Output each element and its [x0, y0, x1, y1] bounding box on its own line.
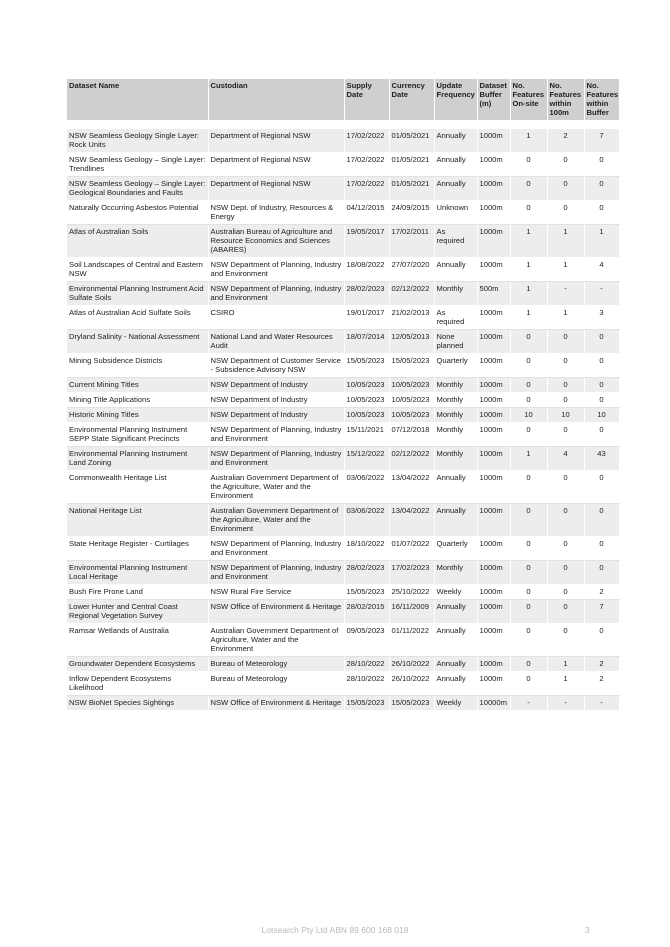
cell-features-onsite: -	[510, 696, 547, 711]
cell-features-onsite: 0	[510, 600, 547, 624]
cell-features-buffer: 4	[584, 258, 619, 282]
cell-custodian: Department of Regional NSW	[208, 177, 344, 201]
cell-currency-date: 12/05/2013	[389, 330, 434, 354]
cell-dataset-buffer: 1000m	[477, 378, 510, 393]
cell-features-onsite: 0	[510, 561, 547, 585]
cell-features-buffer: 3	[584, 306, 619, 330]
cell-currency-date: 13/04/2022	[389, 504, 434, 537]
cell-dataset-buffer: 1000m	[477, 672, 510, 696]
cell-currency-date: 01/05/2021	[389, 177, 434, 201]
cell-features-100m: -	[547, 696, 584, 711]
cell-custodian: NSW Department of Planning, Industry and Environment	[208, 447, 344, 471]
table-row	[67, 129, 619, 153]
cell-features-buffer: 7	[584, 600, 619, 624]
cell-custodian: CSIRO	[208, 306, 344, 330]
header-dataset-buffer: Dataset Buffer (m)	[477, 79, 510, 120]
cell-dataset-buffer: 1000m	[477, 225, 510, 258]
cell-features-onsite: 0	[510, 537, 547, 561]
cell-update-frequency: Annually	[434, 177, 477, 201]
cell-currency-date: 27/07/2020	[389, 258, 434, 282]
cell-dataset-name: Environmental Planning Instrument Local Heritage	[67, 561, 208, 585]
cell-features-100m: 1	[547, 672, 584, 696]
cell-custodian: NSW Department of Customer Service - Subsidence Advisory NSW	[208, 354, 344, 378]
cell-dataset-buffer: 1000m	[477, 408, 510, 423]
cell-dataset-name: NSW Seamless Geology – Single Layer: Geological Boundaries and Faults	[67, 177, 208, 201]
cell-features-onsite: 0	[510, 423, 547, 447]
cell-supply-date: 28/10/2022	[344, 672, 389, 696]
cell-currency-date: 26/10/2022	[389, 672, 434, 696]
cell-features-buffer: 0	[584, 201, 619, 225]
cell-dataset-buffer: 1000m	[477, 201, 510, 225]
cell-features-buffer: 2	[584, 657, 619, 672]
cell-features-buffer: -	[584, 696, 619, 711]
cell-custodian: NSW Department of Industry	[208, 408, 344, 423]
cell-custodian: NSW Office of Environment & Heritage	[208, 600, 344, 624]
cell-custodian: Australian Government Department of the Agriculture, Water and the Environment	[208, 471, 344, 504]
cell-dataset-buffer: 1000m	[477, 153, 510, 177]
cell-dataset-buffer: 1000m	[477, 177, 510, 201]
cell-update-frequency: Monthly	[434, 423, 477, 447]
cell-features-buffer: 0	[584, 153, 619, 177]
table-header-row	[67, 79, 619, 120]
cell-dataset-buffer: 1000m	[477, 393, 510, 408]
cell-dataset-buffer: 1000m	[477, 537, 510, 561]
cell-features-buffer: 0	[584, 504, 619, 537]
cell-dataset-name: NSW BioNet Species Sightings	[67, 696, 208, 711]
cell-supply-date: 15/05/2023	[344, 696, 389, 711]
header-custodian: Custodian	[208, 79, 344, 120]
cell-update-frequency: Annually	[434, 471, 477, 504]
header-update-frequency: Update Frequency	[434, 79, 477, 120]
cell-dataset-name: Naturally Occurring Asbestos Potential	[67, 201, 208, 225]
cell-dataset-buffer: 1000m	[477, 447, 510, 471]
cell-supply-date: 18/10/2022	[344, 537, 389, 561]
cell-dataset-name: Dryland Salinity - National Assessment	[67, 330, 208, 354]
table-row	[67, 696, 619, 711]
cell-features-buffer: 0	[584, 330, 619, 354]
cell-currency-date: 21/02/2013	[389, 306, 434, 330]
cell-dataset-buffer: 500m	[477, 282, 510, 306]
cell-dataset-name: Bush Fire Prone Land	[67, 585, 208, 600]
footer-company: Lotsearch Pty Ltd ABN 89 600 168 018	[261, 925, 409, 935]
cell-features-buffer: 2	[584, 672, 619, 696]
cell-features-buffer: 1	[584, 225, 619, 258]
header-spacer	[67, 120, 619, 129]
cell-custodian: NSW Department of Planning, Industry and Environment	[208, 282, 344, 306]
cell-features-buffer: 7	[584, 129, 619, 153]
cell-features-100m: 0	[547, 423, 584, 447]
cell-features-onsite: 0	[510, 624, 547, 657]
cell-features-100m: 0	[547, 504, 584, 537]
cell-update-frequency: Monthly	[434, 408, 477, 423]
cell-features-100m: 0	[547, 471, 584, 504]
cell-custodian: National Land and Water Resources Audit	[208, 330, 344, 354]
cell-dataset-name: National Heritage List	[67, 504, 208, 537]
cell-features-onsite: 0	[510, 471, 547, 504]
cell-dataset-buffer: 1000m	[477, 657, 510, 672]
cell-currency-date: 07/12/2018	[389, 423, 434, 447]
cell-update-frequency: Unknown	[434, 201, 477, 225]
cell-supply-date: 10/05/2023	[344, 393, 389, 408]
cell-custodian: NSW Department of Planning, Industry and Environment	[208, 537, 344, 561]
header-features-buffer: No. Features within Buffer	[584, 79, 619, 120]
cell-update-frequency: Weekly	[434, 696, 477, 711]
cell-features-buffer: -	[584, 282, 619, 306]
cell-supply-date: 17/02/2022	[344, 177, 389, 201]
table-body	[67, 129, 619, 711]
header-currency-date: Currency Date	[389, 79, 434, 120]
table-row	[67, 504, 619, 537]
cell-update-frequency: Monthly	[434, 282, 477, 306]
cell-dataset-buffer: 1000m	[477, 504, 510, 537]
cell-features-100m: 0	[547, 537, 584, 561]
cell-custodian: NSW Dept. of Industry, Resources & Energy	[208, 201, 344, 225]
cell-supply-date: 10/05/2023	[344, 408, 389, 423]
cell-features-onsite: 1	[510, 225, 547, 258]
cell-dataset-buffer: 1000m	[477, 306, 510, 330]
cell-update-frequency: As required	[434, 306, 477, 330]
cell-dataset-buffer: 1000m	[477, 354, 510, 378]
cell-features-onsite: 1	[510, 129, 547, 153]
cell-dataset-name: Current Mining Titles	[67, 378, 208, 393]
cell-dataset-buffer: 1000m	[477, 330, 510, 354]
cell-features-onsite: 1	[510, 282, 547, 306]
cell-dataset-name: Commonwealth Heritage List	[67, 471, 208, 504]
cell-features-onsite: 0	[510, 672, 547, 696]
cell-update-frequency: Annually	[434, 153, 477, 177]
cell-features-100m: -	[547, 282, 584, 306]
cell-features-buffer: 2	[584, 585, 619, 600]
cell-dataset-name: NSW Seamless Geology – Single Layer: Trendlines	[67, 153, 208, 177]
header-features-onsite: No. Features On-site	[510, 79, 547, 120]
table-row	[67, 561, 619, 585]
cell-supply-date: 28/02/2023	[344, 282, 389, 306]
cell-update-frequency: As required	[434, 225, 477, 258]
cell-supply-date: 28/02/2015	[344, 600, 389, 624]
cell-currency-date: 26/10/2022	[389, 657, 434, 672]
cell-dataset-name: Atlas of Australian Soils	[67, 225, 208, 258]
cell-update-frequency: Monthly	[434, 561, 477, 585]
header-supply-date: Supply Date	[344, 79, 389, 120]
cell-features-buffer: 0	[584, 378, 619, 393]
cell-update-frequency: Annually	[434, 672, 477, 696]
cell-dataset-name: Soil Landscapes of Central and Eastern NSW	[67, 258, 208, 282]
cell-custodian: NSW Department of Industry	[208, 378, 344, 393]
cell-dataset-buffer: 1000m	[477, 471, 510, 504]
cell-supply-date: 17/02/2022	[344, 129, 389, 153]
cell-supply-date: 17/02/2022	[344, 153, 389, 177]
cell-dataset-name: Environmental Planning Instrument Land Zoning	[67, 447, 208, 471]
cell-supply-date: 15/05/2023	[344, 585, 389, 600]
cell-dataset-buffer: 1000m	[477, 129, 510, 153]
cell-custodian: Department of Regional NSW	[208, 153, 344, 177]
cell-dataset-buffer: 1000m	[477, 258, 510, 282]
header-features-100m: No. Features within 100m	[547, 79, 584, 120]
cell-currency-date: 15/05/2023	[389, 354, 434, 378]
page-number: 3	[585, 925, 590, 935]
cell-custodian: Australian Government Department of the Agriculture, Water and the Environment	[208, 504, 344, 537]
cell-update-frequency: None planned	[434, 330, 477, 354]
cell-features-buffer: 0	[584, 423, 619, 447]
cell-update-frequency: Quarterly	[434, 537, 477, 561]
cell-supply-date: 09/05/2023	[344, 624, 389, 657]
cell-supply-date: 15/05/2023	[344, 354, 389, 378]
cell-custodian: NSW Department of Planning, Industry and Environment	[208, 561, 344, 585]
cell-currency-date: 01/07/2022	[389, 537, 434, 561]
table-row	[67, 624, 619, 657]
cell-custodian: NSW Department of Industry	[208, 393, 344, 408]
cell-dataset-buffer: 1000m	[477, 423, 510, 447]
cell-dataset-name: State Heritage Register - Curtilages	[67, 537, 208, 561]
table-row	[67, 282, 619, 306]
cell-currency-date: 24/09/2015	[389, 201, 434, 225]
table-row	[67, 153, 619, 177]
cell-dataset-buffer: 10000m	[477, 696, 510, 711]
cell-update-frequency: Annually	[434, 129, 477, 153]
cell-update-frequency: Weekly	[434, 585, 477, 600]
cell-update-frequency: Annually	[434, 504, 477, 537]
table-row	[67, 408, 619, 423]
cell-dataset-name: Atlas of Australian Acid Sulfate Soils	[67, 306, 208, 330]
cell-features-onsite: 0	[510, 330, 547, 354]
cell-features-onsite: 1	[510, 447, 547, 471]
cell-features-onsite: 0	[510, 354, 547, 378]
cell-features-onsite: 0	[510, 504, 547, 537]
cell-supply-date: 03/06/2022	[344, 504, 389, 537]
cell-update-frequency: Annually	[434, 624, 477, 657]
table-row	[67, 657, 619, 672]
cell-currency-date: 01/11/2022	[389, 624, 434, 657]
cell-custodian: NSW Department of Planning, Industry and Environment	[208, 423, 344, 447]
cell-features-100m: 1	[547, 225, 584, 258]
cell-features-buffer: 43	[584, 447, 619, 471]
table-row	[67, 600, 619, 624]
cell-currency-date: 10/05/2023	[389, 408, 434, 423]
cell-features-100m: 10	[547, 408, 584, 423]
table-row	[67, 471, 619, 504]
cell-supply-date: 15/12/2022	[344, 447, 389, 471]
cell-features-onsite: 0	[510, 201, 547, 225]
cell-features-100m: 1	[547, 306, 584, 330]
cell-features-100m: 0	[547, 585, 584, 600]
table-row	[67, 537, 619, 561]
cell-supply-date: 15/11/2021	[344, 423, 389, 447]
cell-dataset-buffer: 1000m	[477, 600, 510, 624]
cell-features-onsite: 1	[510, 306, 547, 330]
header-dataset-name: Dataset Name	[67, 79, 208, 120]
cell-supply-date: 19/05/2017	[344, 225, 389, 258]
cell-features-100m: 0	[547, 561, 584, 585]
table-row	[67, 585, 619, 600]
cell-custodian: Australian Government Department of Agriculture, Water and the Environment	[208, 624, 344, 657]
cell-supply-date: 18/07/2014	[344, 330, 389, 354]
cell-features-buffer: 0	[584, 177, 619, 201]
cell-supply-date: 18/08/2022	[344, 258, 389, 282]
cell-currency-date: 10/05/2023	[389, 378, 434, 393]
cell-features-100m: 0	[547, 177, 584, 201]
cell-features-100m: 0	[547, 624, 584, 657]
cell-update-frequency: Annually	[434, 657, 477, 672]
cell-dataset-name: Mining Subsidence Districts	[67, 354, 208, 378]
cell-currency-date: 25/10/2022	[389, 585, 434, 600]
cell-custodian: NSW Rural Fire Service	[208, 585, 344, 600]
cell-features-100m: 1	[547, 657, 584, 672]
cell-features-100m: 2	[547, 129, 584, 153]
cell-dataset-name: Ramsar Wetlands of Australia	[67, 624, 208, 657]
cell-supply-date: 19/01/2017	[344, 306, 389, 330]
cell-dataset-buffer: 1000m	[477, 561, 510, 585]
cell-features-100m: 0	[547, 354, 584, 378]
cell-update-frequency: Annually	[434, 600, 477, 624]
cell-supply-date: 28/10/2022	[344, 657, 389, 672]
cell-dataset-name: Groundwater Dependent Ecosystems	[67, 657, 208, 672]
cell-features-100m: 0	[547, 153, 584, 177]
cell-currency-date: 01/05/2021	[389, 153, 434, 177]
dataset-table	[67, 79, 620, 711]
cell-features-100m: 0	[547, 600, 584, 624]
cell-features-100m: 0	[547, 393, 584, 408]
cell-dataset-name: NSW Seamless Geology Single Layer: Rock Units	[67, 129, 208, 153]
cell-supply-date: 10/05/2023	[344, 378, 389, 393]
cell-features-100m: 1	[547, 258, 584, 282]
table-row	[67, 306, 619, 330]
cell-update-frequency: Monthly	[434, 378, 477, 393]
cell-custodian: Australian Bureau of Agriculture and Resource Economics and Sciences (ABARES)	[208, 225, 344, 258]
cell-currency-date: 02/12/2022	[389, 282, 434, 306]
table-row	[67, 201, 619, 225]
cell-features-100m: 4	[547, 447, 584, 471]
cell-custodian: NSW Office of Environment & Heritage	[208, 696, 344, 711]
cell-features-buffer: 0	[584, 393, 619, 408]
cell-dataset-buffer: 1000m	[477, 624, 510, 657]
cell-features-onsite: 0	[510, 378, 547, 393]
cell-features-onsite: 10	[510, 408, 547, 423]
cell-dataset-name: Lower Hunter and Central Coast Regional Vegetation Survey	[67, 600, 208, 624]
cell-features-buffer: 0	[584, 624, 619, 657]
cell-supply-date: 04/12/2015	[344, 201, 389, 225]
cell-update-frequency: Quarterly	[434, 354, 477, 378]
table-row	[67, 393, 619, 408]
cell-features-buffer: 10	[584, 408, 619, 423]
cell-custodian: NSW Department of Planning, Industry and Environment	[208, 258, 344, 282]
cell-features-100m: 0	[547, 330, 584, 354]
cell-features-onsite: 0	[510, 177, 547, 201]
cell-update-frequency: Annually	[434, 258, 477, 282]
table-row	[67, 378, 619, 393]
cell-dataset-name: Environmental Planning Instrument SEPP State Significant Precincts	[67, 423, 208, 447]
cell-dataset-buffer: 1000m	[477, 585, 510, 600]
cell-features-onsite: 0	[510, 585, 547, 600]
cell-currency-date: 02/12/2022	[389, 447, 434, 471]
table-row	[67, 258, 619, 282]
cell-custodian: Department of Regional NSW	[208, 129, 344, 153]
cell-features-buffer: 0	[584, 561, 619, 585]
cell-features-buffer: 0	[584, 471, 619, 504]
cell-dataset-name: Environmental Planning Instrument Acid Sulfate Soils	[67, 282, 208, 306]
cell-features-onsite: 0	[510, 657, 547, 672]
cell-features-buffer: 0	[584, 537, 619, 561]
cell-features-onsite: 0	[510, 153, 547, 177]
cell-custodian: Bureau of Meteorology	[208, 657, 344, 672]
table-row	[67, 330, 619, 354]
cell-currency-date: 01/05/2021	[389, 129, 434, 153]
table-row	[67, 177, 619, 201]
cell-supply-date: 03/06/2022	[344, 471, 389, 504]
table-row	[67, 672, 619, 696]
cell-dataset-name: Mining Title Applications	[67, 393, 208, 408]
cell-currency-date: 17/02/2011	[389, 225, 434, 258]
cell-features-buffer: 0	[584, 354, 619, 378]
cell-currency-date: 16/11/2009	[389, 600, 434, 624]
cell-features-100m: 0	[547, 378, 584, 393]
table-row	[67, 423, 619, 447]
cell-update-frequency: Monthly	[434, 393, 477, 408]
cell-supply-date: 28/02/2023	[344, 561, 389, 585]
cell-dataset-name: Historic Mining Titles	[67, 408, 208, 423]
table-row	[67, 447, 619, 471]
cell-currency-date: 15/05/2023	[389, 696, 434, 711]
cell-dataset-name: Inflow Dependent Ecosystems Likelihood	[67, 672, 208, 696]
cell-currency-date: 17/02/2023	[389, 561, 434, 585]
cell-custodian: Bureau of Meteorology	[208, 672, 344, 696]
cell-features-onsite: 1	[510, 258, 547, 282]
table-row	[67, 225, 619, 258]
table-row	[67, 354, 619, 378]
cell-currency-date: 13/04/2022	[389, 471, 434, 504]
cell-features-onsite: 0	[510, 393, 547, 408]
cell-update-frequency: Monthly	[434, 447, 477, 471]
cell-features-100m: 0	[547, 201, 584, 225]
cell-currency-date: 10/05/2023	[389, 393, 434, 408]
